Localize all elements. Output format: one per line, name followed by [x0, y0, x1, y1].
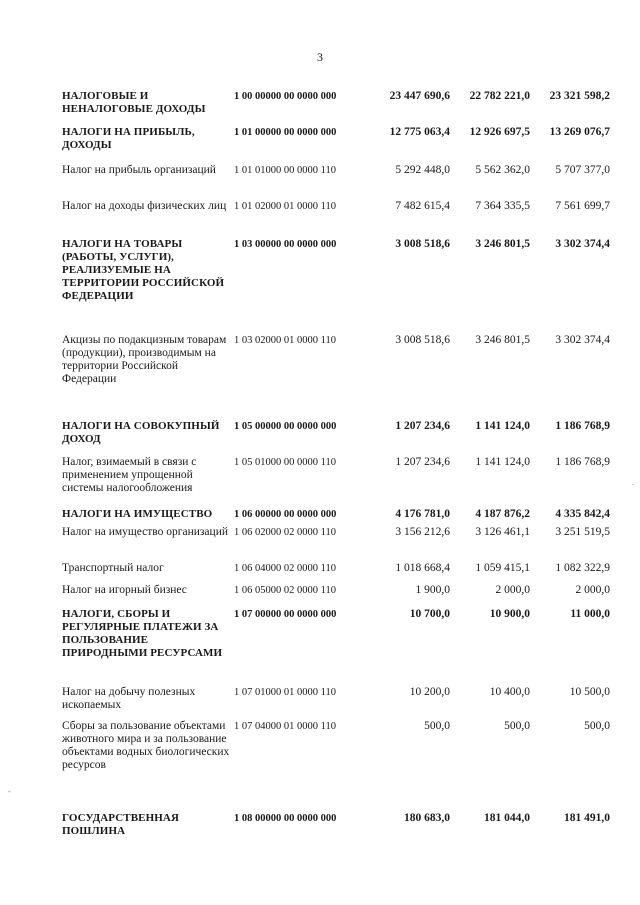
row-value-1: 1 207 234,6 [395, 420, 450, 432]
row-value-2: 3 126 461,1 [475, 526, 530, 538]
row-code: 1 00 00000 00 0000 000 [234, 91, 337, 102]
row-code: 1 06 05000 02 0000 110 [234, 585, 336, 596]
row-value-3: 3 251 519,5 [555, 526, 610, 538]
row-value-3: 1 082 322,9 [555, 562, 610, 574]
row-value-3: 181 491,0 [564, 812, 610, 824]
row-value-3: 1 186 768,9 [555, 420, 610, 432]
scan-mark: - [8, 787, 11, 796]
row-code: 1 06 02000 02 0000 110 [234, 527, 336, 538]
row-value-2: 3 246 801,5 [475, 238, 530, 250]
table-row [62, 562, 610, 584]
row-value-1: 3 008 518,6 [395, 238, 450, 250]
table-row [62, 526, 610, 562]
table-row [62, 90, 610, 126]
table-row [62, 584, 610, 608]
table-row [62, 126, 610, 164]
row-value-1: 10 700,0 [409, 608, 450, 620]
row-code: 1 07 04000 01 0000 110 [234, 721, 336, 732]
row-value-2: 10 900,0 [489, 608, 530, 620]
row-name: Налог на имущество организаций [62, 526, 228, 538]
row-value-3: 3 302 374,4 [555, 238, 610, 250]
page-number: 3 [317, 50, 323, 64]
row-value-1: 4 176 781,0 [395, 508, 450, 520]
row-value-2: 10 400,0 [489, 686, 530, 698]
row-value-2: 1 141 124,0 [475, 420, 530, 432]
row-code: 1 08 00000 00 0000 000 [234, 813, 337, 824]
row-value-3: 500,0 [584, 720, 610, 732]
row-value-2: 181 044,0 [484, 812, 530, 824]
row-value-3: 1 186 768,9 [555, 456, 610, 468]
row-value-1: 1 207 234,6 [395, 456, 450, 468]
row-name: Налог на прибыль организаций [62, 164, 216, 176]
row-name: Сборы за пользование объектами животного мира и за пользование объектами водных биологических ресурсов [62, 720, 230, 771]
row-name: Налог, взимаемый в связи с применением упрощенной системы налогообложения [62, 456, 197, 494]
row-code: 1 01 01000 00 0000 110 [234, 165, 336, 176]
row-value-1: 3 156 212,6 [395, 526, 450, 538]
row-name: Акцизы по подакцизным товарам (продукции), производимым на территории Российской Федерации [62, 334, 227, 385]
table-row [62, 686, 610, 720]
row-value-3: 3 302 374,4 [555, 334, 610, 346]
row-name: НАЛОГИ НА ИМУЩЕСТВО [62, 508, 213, 520]
table-row [62, 200, 610, 238]
row-value-3: 5 707 377,0 [555, 164, 610, 176]
row-value-3: 13 269 076,7 [549, 126, 610, 138]
row-code: 1 07 01000 01 0000 110 [234, 687, 336, 698]
row-code: 1 07 00000 00 0000 000 [234, 609, 337, 620]
row-value-2: 7 364 335,5 [475, 200, 530, 212]
row-value-3: 7 561 699,7 [555, 200, 610, 212]
row-name: НАЛОГИ НА СОВОКУПНЫЙ ДОХОД [62, 420, 220, 445]
row-name: НАЛОГИ НА ТОВАРЫ (РАБОТЫ, УСЛУГИ), РЕАЛИЗУЕМЫЕ НА ТЕРРИТОРИИ РОССИЙСКОЙ ФЕДЕРАЦИИ [62, 238, 225, 302]
row-value-2: 3 246 801,5 [475, 334, 530, 346]
row-name: Налог на доходы физических лиц [62, 200, 227, 212]
row-code: 1 05 01000 00 0000 110 [234, 457, 336, 468]
row-code: 1 06 04000 02 0000 110 [234, 563, 336, 574]
scan-mark: . [632, 478, 634, 487]
table-row [62, 334, 610, 420]
row-value-1: 1 900,0 [415, 584, 450, 596]
table-row [62, 812, 610, 842]
table-row [62, 720, 610, 812]
row-code: 1 01 00000 00 0000 000 [234, 127, 337, 138]
row-value-1: 7 482 615,4 [395, 200, 450, 212]
row-value-1: 1 018 668,4 [395, 562, 450, 574]
row-value-3: 23 321 598,2 [549, 90, 610, 102]
row-name: ГОСУДАРСТВЕННАЯ ПОШЛИНА [62, 812, 179, 837]
row-value-1: 500,0 [424, 720, 450, 732]
row-value-2: 4 187 876,2 [475, 508, 530, 520]
row-name: НАЛОГИ НА ПРИБЫЛЬ, ДОХОДЫ [62, 126, 195, 151]
row-value-2: 1 141 124,0 [475, 456, 530, 468]
row-value-1: 12 775 063,4 [389, 126, 450, 138]
row-name: Налог на добычу полезных ископаемых [62, 686, 196, 711]
row-value-2: 1 059 415,1 [475, 562, 530, 574]
row-name: Налог на игорный бизнес [62, 584, 187, 596]
revenue-table-body [62, 90, 610, 842]
row-value-3: 4 335 842,4 [555, 508, 610, 520]
table-row [62, 608, 610, 686]
row-value-1: 10 200,0 [409, 686, 450, 698]
row-value-1: 23 447 690,6 [389, 90, 450, 102]
revenue-table [62, 90, 610, 842]
row-code: 1 05 00000 00 0000 000 [234, 421, 337, 432]
row-value-2: 2 000,0 [495, 584, 530, 596]
row-value-1: 180 683,0 [404, 812, 450, 824]
table-row [62, 420, 610, 456]
row-name: Транспортный налог [62, 562, 164, 574]
row-value-2: 500,0 [504, 720, 530, 732]
row-value-2: 22 782 221,0 [469, 90, 530, 102]
row-name: НАЛОГОВЫЕ И НЕНАЛОГОВЫЕ ДОХОДЫ [62, 90, 206, 115]
table-row [62, 238, 610, 334]
row-value-1: 3 008 518,6 [395, 334, 450, 346]
row-code: 1 03 00000 00 0000 000 [234, 239, 337, 250]
table-row [62, 508, 610, 526]
row-code: 1 03 02000 01 0000 110 [234, 335, 336, 346]
row-value-2: 12 926 697,5 [469, 126, 530, 138]
table-row [62, 456, 610, 508]
row-name: НАЛОГИ, СБОРЫ И РЕГУЛЯРНЫЕ ПЛАТЕЖИ ЗА ПОЛЬЗОВАНИЕ ПРИРОДНЫМИ РЕСУРСАМИ [62, 608, 223, 659]
row-value-1: 5 292 448,0 [395, 164, 450, 176]
row-value-3: 10 500,0 [569, 686, 610, 698]
row-value-2: 5 562 362,0 [475, 164, 530, 176]
row-code: 1 06 00000 00 0000 000 [234, 509, 337, 520]
row-code: 1 01 02000 01 0000 110 [234, 201, 336, 212]
row-value-3: 2 000,0 [575, 584, 610, 596]
table-row [62, 164, 610, 200]
row-value-3: 11 000,0 [570, 608, 610, 620]
